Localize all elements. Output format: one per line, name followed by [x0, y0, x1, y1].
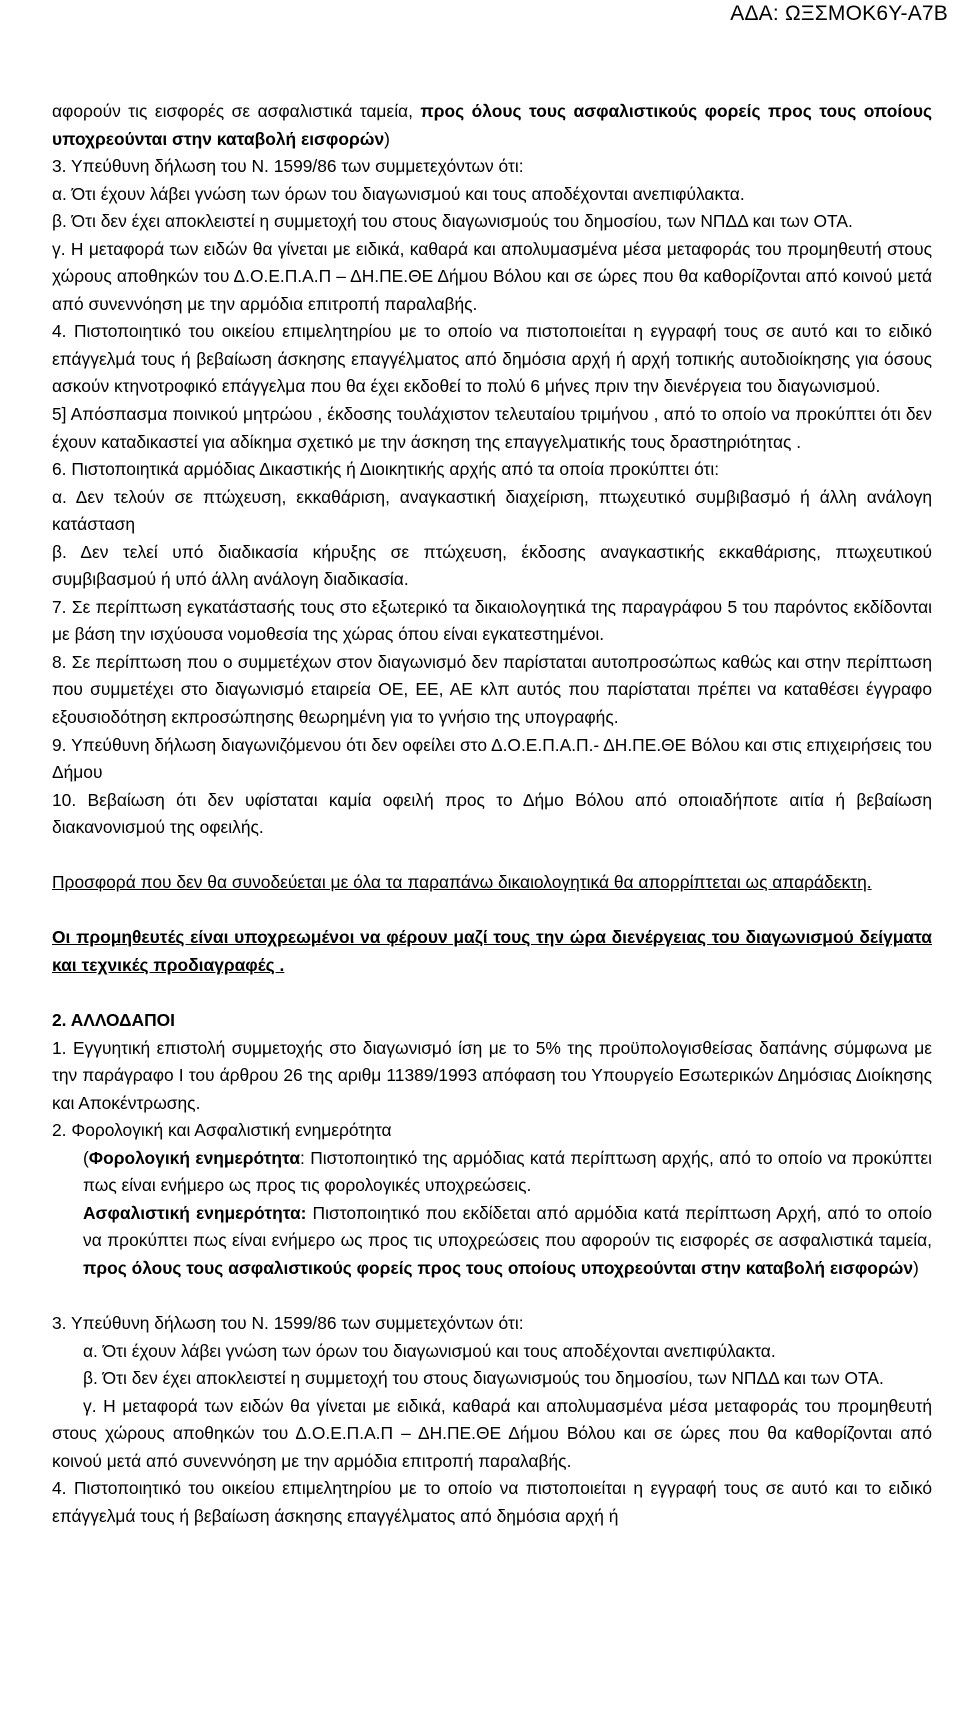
ada-code-header: ΑΔΑ: ΩΞΣΜΟΚ6Υ-Α7Β [730, 2, 948, 25]
document-body [52, 98, 932, 1530]
samples-notice: Οι προμηθευτές είναι υποχρεωμένοι να φέρουν μαζί τους την ώρα διενέργειας του διαγωνισμού δείγματα και τεχνικές προδιαγραφές . [52, 927, 932, 975]
tax-clearance-label: Φορολογική ενημερότητα [88, 1147, 301, 1168]
item-3b: β. Ότι δεν έχει αποκλειστεί η συμμετοχή του στους διαγωνισμούς του δημοσίου, των ΝΠΔΔ και των ΟΤΑ. [52, 211, 853, 232]
section-2-item-3b: β. Ότι δεν έχει αποκλειστεί η συμμετοχή του στους διαγωνισμούς του δημοσίου, των ΝΠΔΔ και των ΟΤΑ. [83, 1368, 884, 1389]
section-2-item-2: 2. Φορολογική και Ασφαλιστική ενημερότητα [52, 1120, 392, 1141]
clause-close: ) [384, 128, 390, 149]
tax-clearance-paragraph [83, 1145, 932, 1200]
section-2-item-4: 4. Πιστοποιητικό του οικείου επιμελητηρίου με το οποίο να πιστοποιείται η εγγραφή τους σε αυτό και το ειδικό επάγγελμά τους ή βεβαίωση άσκησης επαγγέλματος από δημόσια αρχή ή [52, 1478, 932, 1526]
spacer [52, 842, 932, 870]
item-3-heading: 3. Υπεύθυνη δήλωση του Ν. 1599/86 των συμμετεχόντων ότι: [52, 156, 524, 177]
section-2-heading: 2. ΑΛΛΟΔΑΠΟΙ [52, 1010, 176, 1031]
item-8: 8. Σε περίπτωση που ο συμμετέχων στον διαγωνισμό δεν παρίσταται αυτοπροσώπως καθώς και στην περίπτωση που συμμετέχει στο διαγωνισμό εταιρεία ΟΕ, ΕΕ, ΑΕ κλπ αυτός που παρίσταται πρέπει να καταθέσει έγγραφο εξουσιοδότηση εκπροσώπησης θεωρημένη για το γνήσιο της υπογραφής. [52, 651, 932, 728]
item-6b: β. Δεν τελεί υπό διαδικασία κήρυξης σε πτώχευση, έκδοσης αναγκαστικής εκκαθάρισης, πτωχευτικού συμβιβασμού ή υπό άλλη ανάλογη διαδικασία. [52, 541, 932, 590]
spacer [52, 1283, 932, 1311]
item-5: 5] Απόσπασμα ποινικού μητρώου , έκδοσης τουλάχιστον τελευταίου τριμήνου , από το οποίο να προκύπτει ότι δεν έχουν καταδικαστεί για αδίκημα σχετικό με την άσκηση της επαγγελματικής τους δραστηριότητας . [52, 404, 932, 452]
spacer [52, 980, 932, 1008]
tax-clearance-text: : Πιστοποιητικό της αρμόδιας κατά περίπτωση αρχής, από το οποίο να προκύπτει πως είναι ενήμερο ως προς τις φορολογικές υποχρεώσεις. [83, 1147, 932, 1196]
item-3c: γ. Η μεταφορά των ειδών θα γίνεται με ειδικά, καθαρά και απολυμασμένα μέσα μεταφοράς του προμηθευτή στους χώρους αποθηκών του Δ.Ο.Ε.Π.Α.Π – ΔΗ.ΠΕ.ΘΕ Δήμου Βόλου και σε ώρες που θα καθορίζονται από κοινού μετά από συνεννόηση με την αρμόδια επιτροπή παραλαβής. [52, 238, 932, 314]
insurance-clearance-label: Ασφαλιστική ενημερότητα: [83, 1202, 307, 1223]
insurance-clearance-bold: προς όλους τους ασφαλιστικούς φορείς προς τους οποίους υποχρεούνται στην καταβολή εισφορών [83, 1257, 914, 1278]
section-2-item-1: 1. Εγγυητική επιστολή συμμετοχής στο διαγωνισμό ίση με το 5% της προϋπολογισθείσας δαπάνης σύμφωνα με την παράγραφο Ι του άρθρου 26 της αριθμ 11389/1993 απόφαση του Υπουργείο Εσωτερικών Δημόσιας Διοίκησης και Αποκέντρωσης. [52, 1037, 932, 1113]
clause-bold-text: προς όλους τους ασφαλιστικούς φορείς προς τους οποίους υποχρεούνται στην καταβολή εισφορών [52, 101, 932, 149]
item-7: 7. Σε περίπτωση εγκατάστασής τους στο εξωτερικό τα δικαιολογητικά της παραγράφου 5 του παρόντος εκδίδονται με βάση την ισχύουσα νομοθεσία της χώρας όπου είναι εγκατεστημένοι. [52, 596, 932, 645]
item-6a: α. Δεν τελούν σε πτώχευση, εκκαθάριση, αναγκαστική διαχείριση, πτωχευτικό συμβιβασμό ή άλλη ανάλογη κατάσταση [52, 486, 932, 535]
item-10: 10. Βεβαίωση ότι δεν υφίσταται καμία οφειλή προς το Δήμο Βόλου από οποιαδήποτε αιτία ή βεβαίωση διακανονισμού της οφειλής. [52, 789, 932, 838]
rejection-notice: Προσφορά που δεν θα συνοδεύεται με όλα τα παραπάνω δικαιολογητικά θα απορρίπτεται ως απαράδεκτη. [52, 872, 872, 893]
section-2-item-3a: α. Ότι έχουν λάβει γνώση των όρων του διαγωνισμού και τους αποδέχονται ανεπιφύλακτα. [83, 1340, 776, 1361]
item-9: 9. Υπεύθυνη δήλωση διαγωνιζόμενου ότι δεν οφείλει στο Δ.Ο.Ε.Π.Α.Π.- ΔΗ.ΠΕ.ΘΕ Βόλου και στις επιχειρήσεις του Δήμου [52, 734, 932, 783]
section-2-item-3-heading: 3. Υπεύθυνη δήλωση του Ν. 1599/86 των συμμετεχόντων ότι: [52, 1313, 524, 1334]
insurance-close-paren: ) [913, 1257, 919, 1278]
item-4: 4. Πιστοποιητικό του οικείου επιμελητηρίου με το οποίο να πιστοποιείται η εγγραφή τους σε αυτό και το ειδικό επάγγελμά τους ή βεβαίωση άσκησης επαγγέλματος από δημόσια αρχή ή αρχή τοπικής αυτοδιοίκησης για όσους ασκούν κτηνοτροφικό επάγγελμα που θα έχει εκδοθεί το πολύ 6 μήνες πριν την διενέργεια του διαγωνισμού. [52, 321, 932, 397]
tax-open-paren: ( [83, 1147, 89, 1168]
continued-insurance-clause [52, 98, 932, 153]
insurance-clearance-paragraph [83, 1200, 932, 1283]
insurance-clearance-text: Πιστοποιητικό που εκδίδεται από αρμόδια κατά περίπτωση Αρχή, από το οποίο να προκύπτει πως είναι ενήμερο ως προς τις υποχρεώσεις που αφορούν τις εισφορές σε ασφαλιστικά ταμεία, [83, 1202, 932, 1251]
clause-text: αφορούν τις εισφορές σε ασφαλιστικά ταμεία, [52, 101, 421, 121]
spacer [52, 897, 932, 925]
item-6-heading: 6. Πιστοποιητικά αρμόδιας Δικαστικής ή Διοικητικής αρχής από τα οποία προκύπτει ότι: [52, 459, 720, 480]
item-3a: α. Ότι έχουν λάβει γνώση των όρων του διαγωνισμού και τους αποδέχονται ανεπιφύλακτα. [52, 183, 745, 204]
section-2-item-3c: γ. Η μεταφορά των ειδών θα γίνεται με ειδικά, καθαρά και απολυμασμένα μέσα μεταφοράς του προμηθευτή στους χώρους αποθηκών του Δ.Ο.Ε.Π.Α.Π – ΔΗ.ΠΕ.ΘΕ Δήμου Βόλου και σε ώρες που θα καθορίζονται από κοινού μετά από συνεννόηση με την αρμόδια επιτροπή παραλαβής. [52, 1395, 932, 1471]
